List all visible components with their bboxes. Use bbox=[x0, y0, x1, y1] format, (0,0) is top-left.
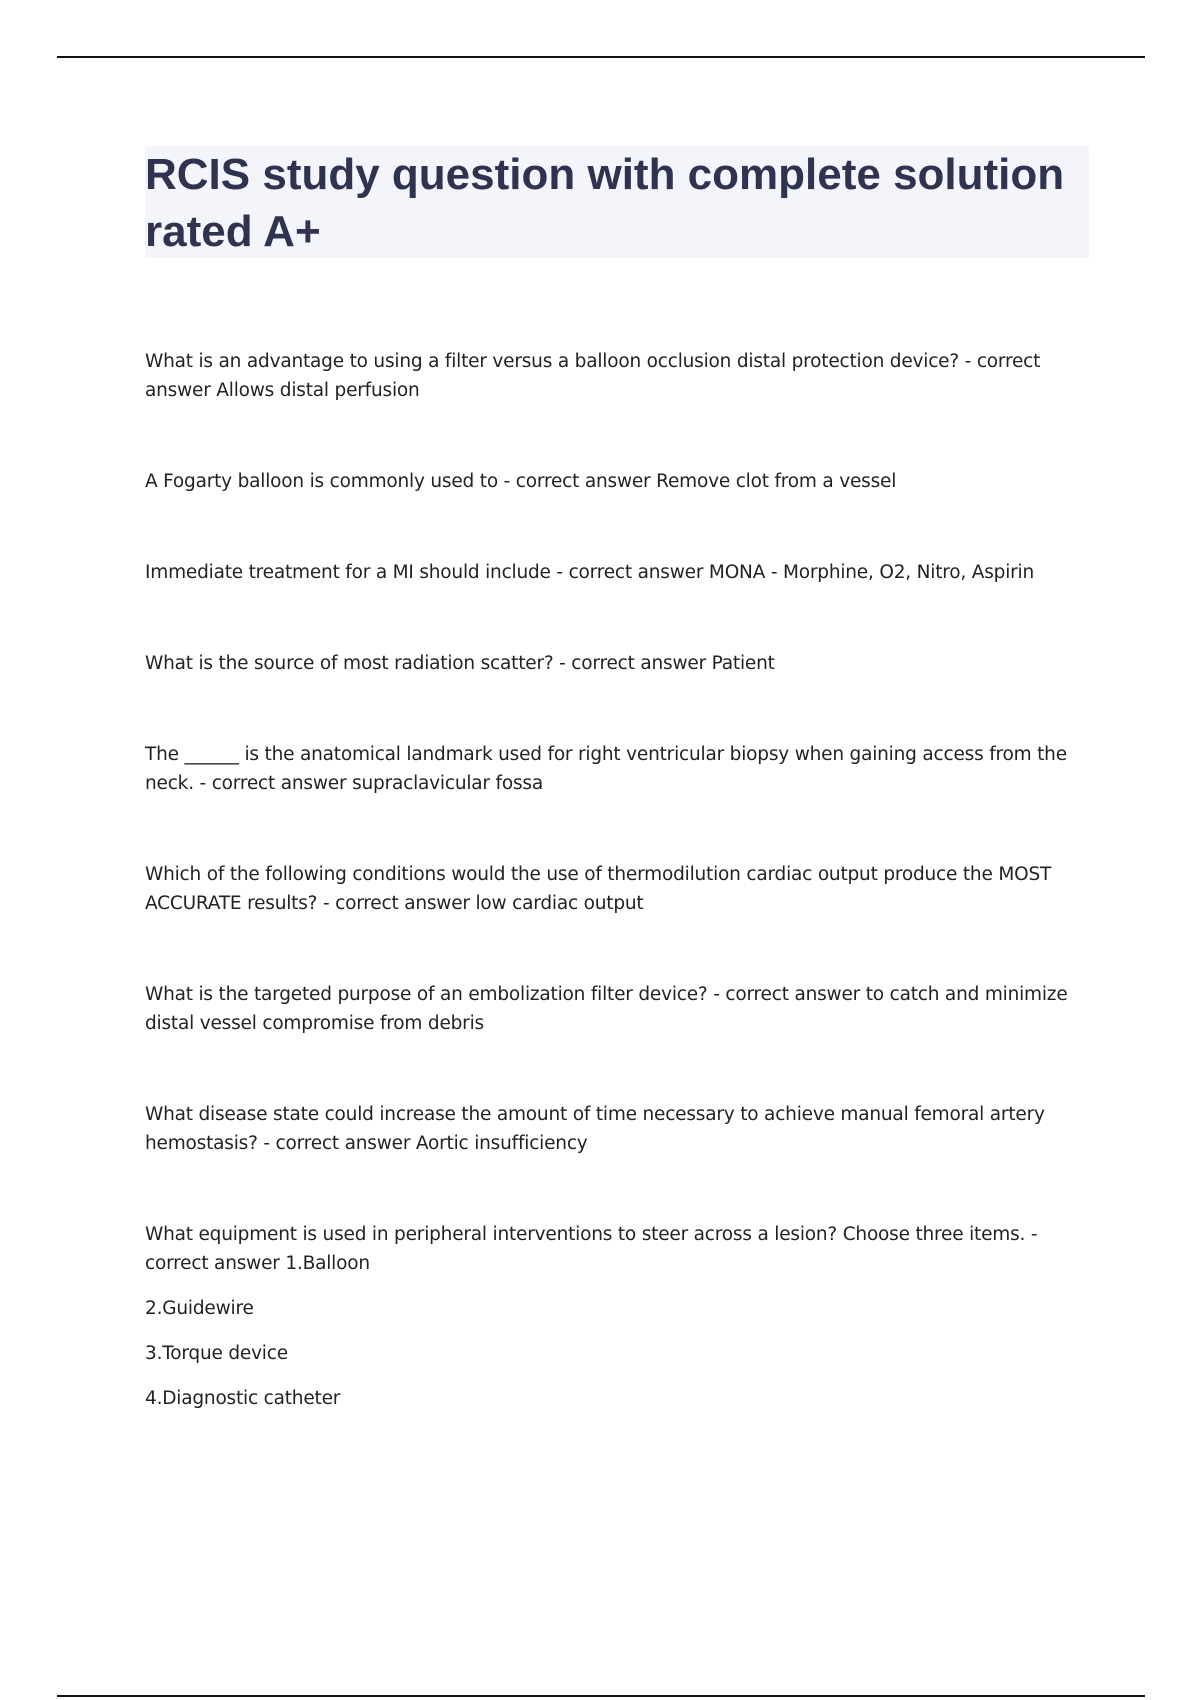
bottom-divider bbox=[57, 1695, 1145, 1697]
page-title: RCIS study question with complete solution rated A+ bbox=[145, 150, 1065, 256]
answer-list-item: 2.Guidewire bbox=[145, 1298, 254, 1319]
qa-entry: Which of the following conditions would the use of thermodilution cardiac output produce the MOST ACCURATE results? - correct answer low cardiac output bbox=[145, 864, 1052, 914]
answer-list-item: 3.Torque device bbox=[145, 1343, 288, 1364]
top-divider bbox=[57, 56, 1145, 58]
qa-entry: What is the source of most radiation scatter? - correct answer Patient bbox=[145, 653, 775, 674]
qa-content bbox=[145, 347, 1085, 1413]
qa-entry: The ______ is the anatomical landmark used for right ventricular biopsy when gaining access from the neck. - correct answer supraclavicular fossa bbox=[145, 744, 1067, 794]
qa-entry: What equipment is used in peripheral interventions to steer across a lesion? Choose three items. - correct answer 1.Balloon bbox=[145, 1224, 1038, 1274]
qa-entry: What is the targeted purpose of an embolization filter device? - correct answer to catch and minimize distal vessel compromise from debris bbox=[145, 984, 1068, 1034]
qa-entry: What disease state could increase the amount of time necessary to achieve manual femoral artery hemostasis? - correct answer Aortic insufficiency bbox=[145, 1104, 1045, 1154]
qa-entry: Immediate treatment for a MI should include - correct answer MONA - Morphine, O2, Nitro, Aspirin bbox=[145, 562, 1034, 583]
qa-entry: A Fogarty balloon is commonly used to - correct answer Remove clot from a vessel bbox=[145, 471, 897, 492]
title-banner bbox=[145, 146, 1089, 258]
answer-list-item: 4.Diagnostic catheter bbox=[145, 1388, 341, 1409]
qa-entry: What is an advantage to using a filter versus a balloon occlusion distal protection device? - correct answer Allows distal perfusion bbox=[145, 351, 1041, 401]
